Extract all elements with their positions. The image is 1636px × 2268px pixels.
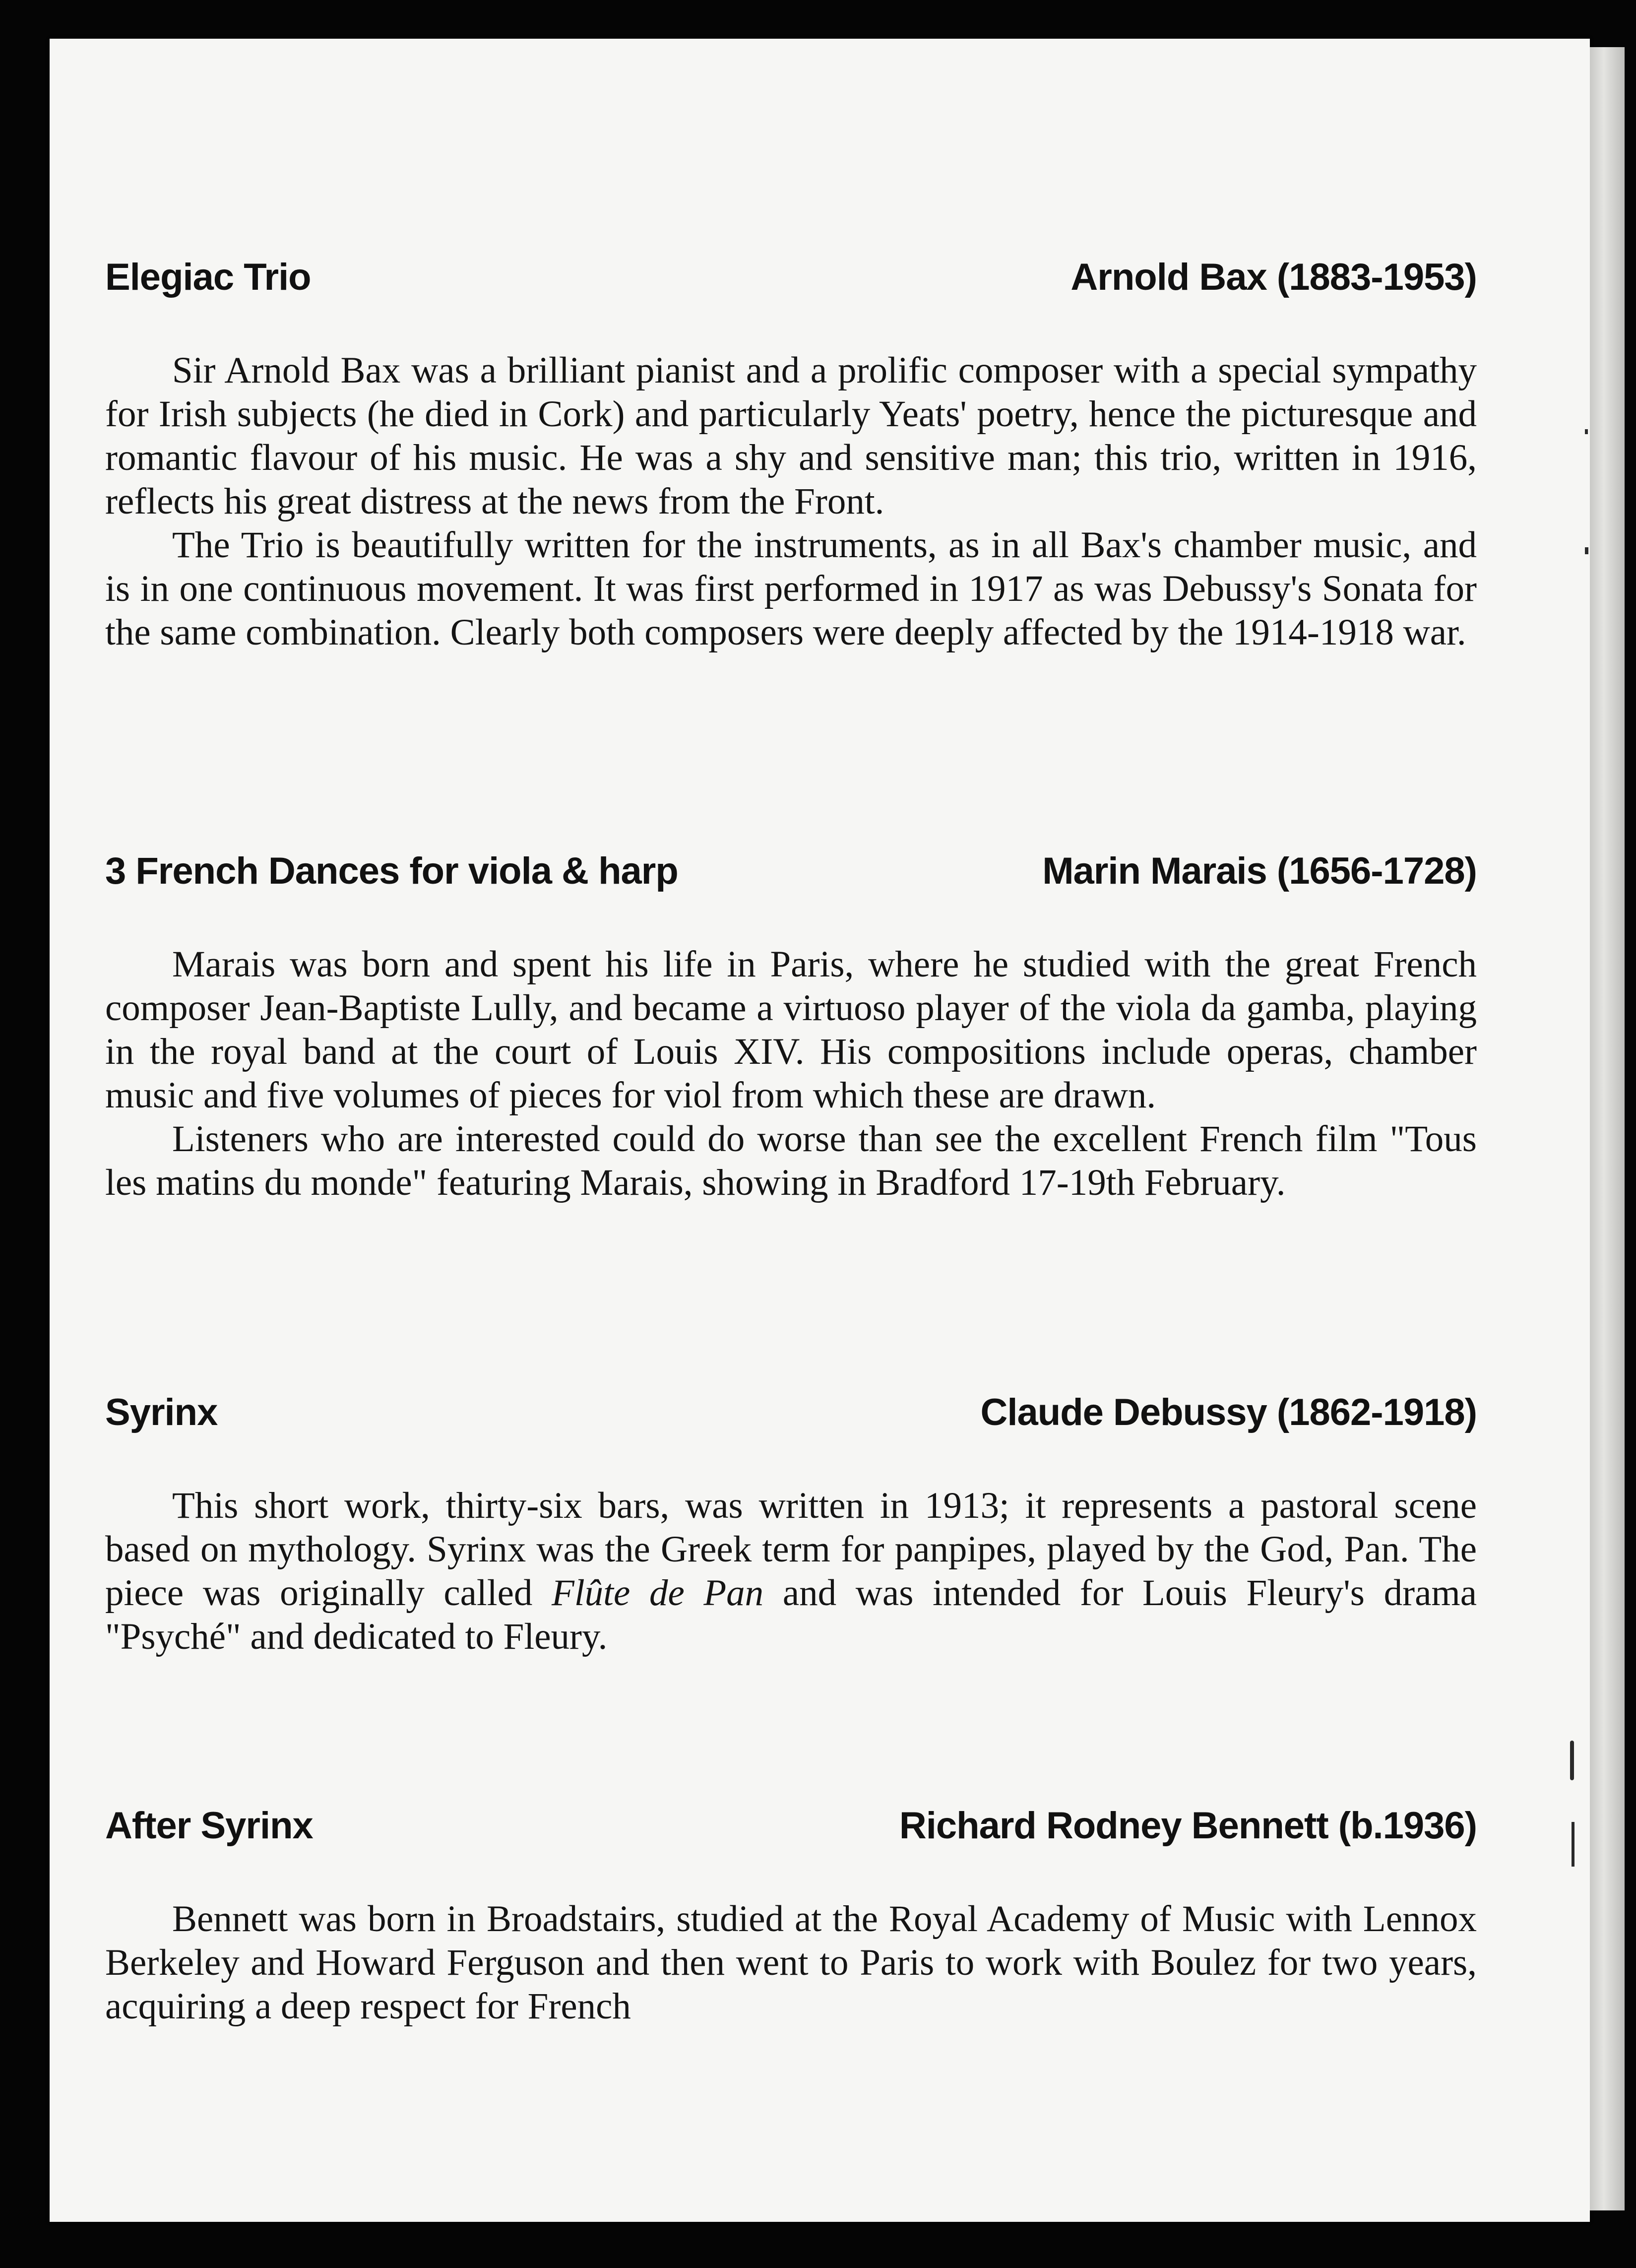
next-page-edge — [1590, 47, 1625, 2210]
scan-mark — [1585, 547, 1588, 554]
work-title: Elegiac Trio — [105, 256, 311, 298]
paragraph: Bennett was born in Broadstairs, studied at the Royal Academy of Music with Lennox Berkeley and Howard Ferguson and then went to Paris to work with Boulez for two years, acquiring a deep respect for French — [105, 1898, 1477, 2027]
section-heading — [105, 1804, 1477, 1859]
scan-mark — [1570, 1741, 1574, 1780]
section-heading — [105, 256, 1477, 310]
composer-name: Arnold Bax (1883-1953) — [1070, 256, 1477, 298]
paragraph — [105, 1484, 1477, 1659]
italic-work-title: Flûte de Pan — [552, 1572, 764, 1614]
paragraph: Marais was born and spent his life in Paris, where he studied with the great French composer Jean-Baptiste Lully, and became a virtuoso player of the viola da gamba, playing in the royal band at the court of Louis XIV. His compositions include operas, chamber music and five volumes of pieces for viol from which these are drawn. — [105, 944, 1477, 1116]
section-elegiac-trio — [105, 256, 1477, 654]
paragraph: Sir Arnold Bax was a brilliant pianist and a prolific composer with a special sympathy for Irish subjects (he died in Cork) and particularly Yeats' poetry, hence the picturesque and romantic flavour of his music. He was a shy and sensitive man; this trio, written in 1916, reflects his great distress at the news from the Front. — [105, 350, 1477, 522]
section-french-dances — [105, 849, 1477, 1205]
composer-name: Richard Rodney Bennett (b.1936) — [899, 1805, 1477, 1847]
paragraph: Listeners who are interested could do worse than see the excellent French film "Tous les matins du monde" featuring Marais, showing in Bradford 17-19th February. — [105, 1118, 1477, 1203]
paragraph: The Trio is beautifully written for the instruments, as in all Bax's chamber music, and is in one continuous movement. It was first performed in 1917 as was Debussy's Sonata for the same combination. Clearly both composers were deeply affected by the 1914-1918 war. — [105, 524, 1477, 653]
work-title: Syrinx — [105, 1391, 218, 1433]
section-heading — [105, 849, 1477, 904]
composer-name: Marin Marais (1656-1728) — [1042, 850, 1477, 892]
work-title: 3 French Dances for viola & harp — [105, 850, 678, 892]
section-heading — [105, 1391, 1477, 1445]
section-syrinx — [105, 1391, 1477, 1659]
work-title: After Syrinx — [105, 1805, 313, 1847]
scan-mark — [1572, 1822, 1574, 1867]
composer-name: Claude Debussy (1862-1918) — [980, 1391, 1477, 1433]
scan-mark — [1585, 429, 1588, 434]
paragraph-text: and was intended for Louis Fleury's drama "Psyché" and dedicated to Fleury. — [105, 1572, 1477, 1657]
section-after-syrinx — [105, 1804, 1477, 2028]
paragraph-text: This short work, thirty-six bars, was written in 1913; it represents a pastoral scene based on mythology. Syrinx was the Greek term for panpipes, played by the God, Pan. The piece was originally called — [105, 1485, 1477, 1614]
